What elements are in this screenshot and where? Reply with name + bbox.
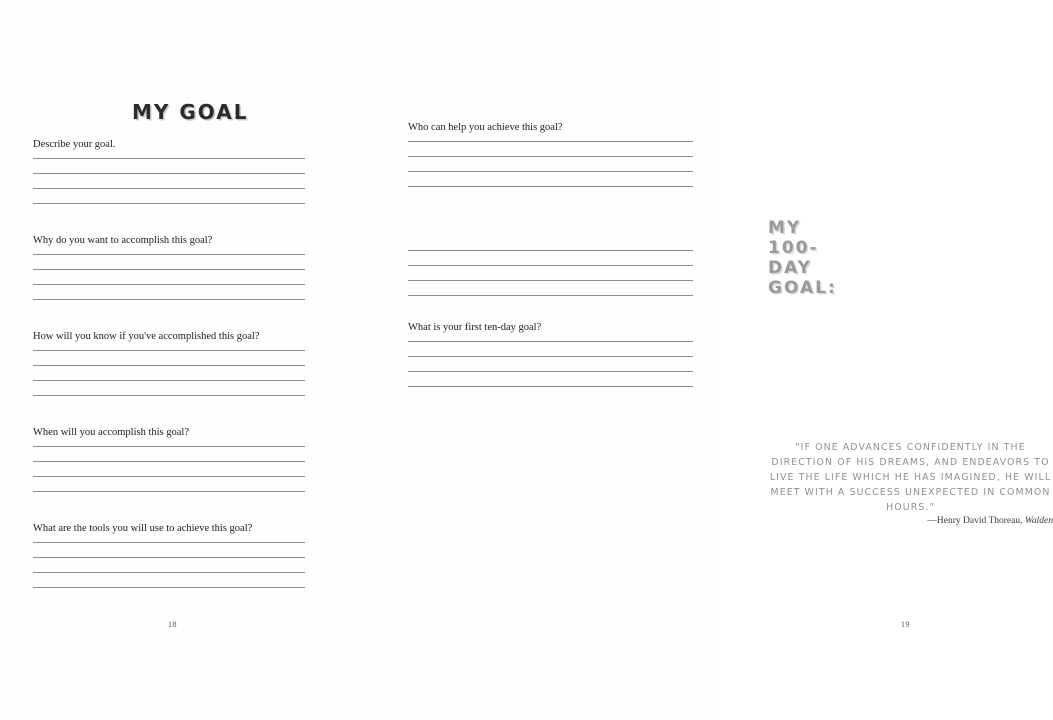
line-gap <box>408 281 693 295</box>
line-gap <box>408 266 693 280</box>
line-gap <box>408 157 693 171</box>
page-number-left: 18 <box>168 620 177 629</box>
page-title: MY GOAL <box>132 100 249 124</box>
line-gap <box>33 447 305 461</box>
line-gap <box>33 543 305 557</box>
write-lines[interactable] <box>408 141 693 187</box>
line-gap <box>33 270 305 284</box>
write-lines[interactable] <box>33 446 305 492</box>
prompt-label: What are the tools you will use to achieve this goal? <box>33 523 253 534</box>
prompt-block-how-will-you-know <box>33 330 305 396</box>
line-gap <box>33 381 305 395</box>
line-gap <box>33 477 305 491</box>
write-lines[interactable] <box>33 542 305 588</box>
left-page <box>0 0 360 720</box>
line-gap <box>33 189 305 203</box>
line-gap <box>33 558 305 572</box>
page-number-right: 19 <box>901 620 910 629</box>
prompt-label: Why do you want to accomplish this goal? <box>33 235 213 246</box>
prompt-label: Who can help you achieve this goal? <box>408 122 563 133</box>
quote-work: Walden <box>1024 516 1053 526</box>
line-gap <box>408 251 693 265</box>
line-gap <box>33 462 305 476</box>
line-gap <box>33 174 305 188</box>
hundred-day-goal-lines <box>408 250 693 296</box>
line-gap <box>33 366 305 380</box>
write-line[interactable] <box>33 203 305 204</box>
write-line[interactable] <box>33 299 305 300</box>
write-line[interactable] <box>33 395 305 396</box>
write-lines[interactable] <box>33 158 305 204</box>
prompt-label: Describe your goal. <box>33 139 116 150</box>
prompt-label: What is your first ten-day goal? <box>408 322 542 333</box>
line-gap <box>408 342 693 356</box>
quote-attribution <box>768 516 1053 526</box>
line-gap <box>408 172 693 186</box>
line-gap <box>33 255 305 269</box>
write-line[interactable] <box>33 491 305 492</box>
prompt-block-tools <box>33 522 305 588</box>
pull-quote: "IF ONE ADVANCES CONFIDENTLY IN THE DIRECTION OF HIS DREAMS, AND ENDEAVORS TO LIVE THE LIFE WHICH HE HAS IMAGINED, HE WILL MEET WITH A SUCCESS UNEXPECTED IN COMMON HOURS." <box>769 442 1052 513</box>
write-lines[interactable] <box>408 341 693 387</box>
line-gap <box>33 351 305 365</box>
prompt-label: How will you know if you've accomplished this goal? <box>33 331 260 342</box>
prompt-block-first-ten-day-goal <box>408 321 693 387</box>
line-gap <box>408 357 693 371</box>
prompt-block-when-accomplish <box>33 426 305 492</box>
prompt-label: When will you accomplish this goal? <box>33 427 190 438</box>
section-heading-100-day-goal: MY 100-DAY GOAL: <box>768 218 837 298</box>
line-gap <box>33 285 305 299</box>
write-lines[interactable] <box>408 250 693 296</box>
write-line[interactable] <box>408 186 693 187</box>
write-lines[interactable] <box>33 254 305 300</box>
line-gap <box>33 159 305 173</box>
write-line[interactable] <box>33 587 305 588</box>
quote-author: —Henry David Thoreau, <box>927 516 1025 526</box>
write-line[interactable] <box>408 386 693 387</box>
line-gap <box>33 573 305 587</box>
prompt-block-who-can-help <box>408 121 693 187</box>
line-gap <box>408 372 693 386</box>
write-line[interactable] <box>408 295 693 296</box>
write-lines[interactable] <box>33 350 305 396</box>
prompt-block-describe-your-goal <box>33 138 305 204</box>
prompt-block-why-accomplish <box>33 234 305 300</box>
right-page <box>360 0 1053 720</box>
line-gap <box>408 142 693 156</box>
